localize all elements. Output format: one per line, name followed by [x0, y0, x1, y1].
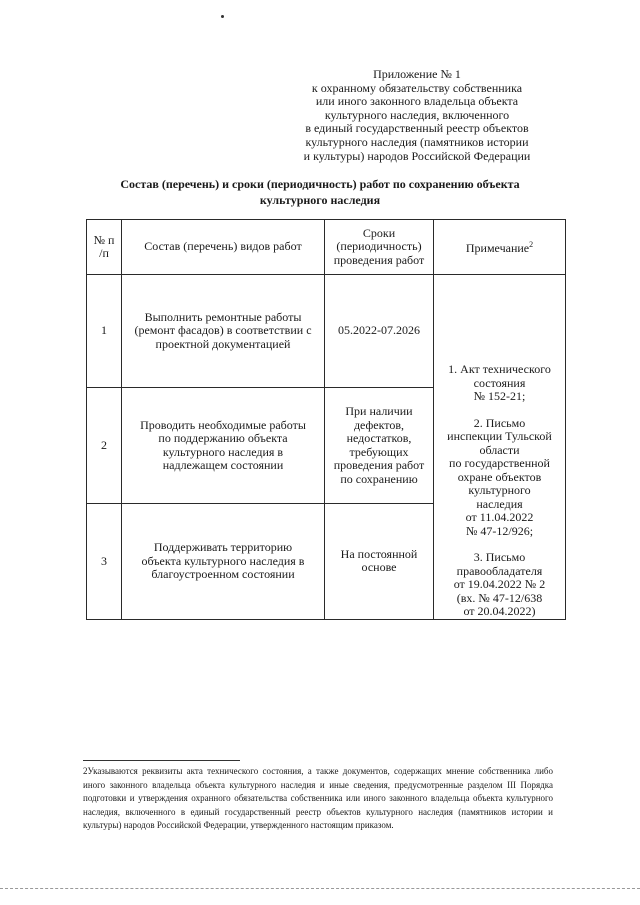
scan-border: [0, 888, 640, 890]
note-item: 2. Письмо инспекции Тульской области по государственной охране объектов культурного наследия от 11.04.2022 № 47-12/926;: [447, 415, 552, 538]
scan-speck: [221, 15, 224, 18]
table-header-row: [87, 220, 566, 275]
appendix-line: Приложение № 1: [373, 67, 461, 81]
row-number: 1: [87, 275, 122, 388]
appendix-line: или иного законного владельца объекта: [315, 94, 519, 109]
appendix-line: культурного наследия, включенного: [324, 107, 510, 122]
appendix-line: к охранному обязательству собственника: [311, 80, 523, 95]
title-line: культурного наследия: [259, 193, 381, 207]
note-item: 1. Акт технического состояния № 152-21;: [448, 362, 551, 403]
row-number: 3: [87, 504, 122, 619]
title-line: Состав (перечень) и сроки (периодичность) работ по сохранению объекта: [120, 177, 520, 191]
works-table: [86, 219, 566, 620]
header-note: Примечание$^2$: [434, 220, 566, 275]
header-works: Состав (перечень) видов работ: [122, 220, 325, 275]
footnote: 2Указываются реквизиты акта технического состояния, а также документов, содержащих мнение собственника либо иного законного владельца объекта культурного наследия и иные сведения, предусмотренные разделом III Порядка подготовки и утверждения охранного обязательства собственника или иного законного владельца объекта культурного наследия, включенного в единый государственный реестр объектов культурного наследия (памятников истории и культуры) народов Российской Федерации, утвержденного настоящим приказом.: [83, 766, 553, 831]
appendix-header: [282, 68, 552, 163]
appendix-line: культурного наследия (памятников истории: [305, 134, 529, 149]
row-works: Поддерживать территорию объекта культурного наследия в благоустроенном состоянии: [122, 504, 325, 619]
note-item: 3. Письмо правообладателя от 19.04.2022 № 2 (вх. № 47-12/638 от 20.04.2022): [453, 550, 546, 618]
header-number: № п /п: [87, 220, 122, 275]
row-terms: На постоянной основе: [325, 504, 434, 619]
appendix-line: в единый государственный реестр объектов: [305, 121, 529, 136]
table-row: [87, 275, 566, 388]
footnote-separator: [83, 760, 240, 761]
header-terms: Сроки (периодичность) проведения работ: [325, 220, 434, 275]
row-terms: При наличии дефектов, недостатков, требующих проведения работ по сохранению: [325, 388, 434, 504]
row-works: Выполнить ремонтные работы (ремонт фасадов) в соответствии с проектной документацией: [122, 275, 325, 388]
row-number: 2: [87, 388, 122, 504]
row-terms: 05.2022-07.2026: [325, 275, 434, 388]
row-works: Проводить необходимые работы по поддержанию объекта культурного наследия в надлежащем состоянии: [122, 388, 325, 504]
note-cell: [434, 275, 566, 620]
appendix-line: и культуры) народов Российской Федерации: [303, 148, 531, 163]
document-title: [80, 176, 560, 208]
